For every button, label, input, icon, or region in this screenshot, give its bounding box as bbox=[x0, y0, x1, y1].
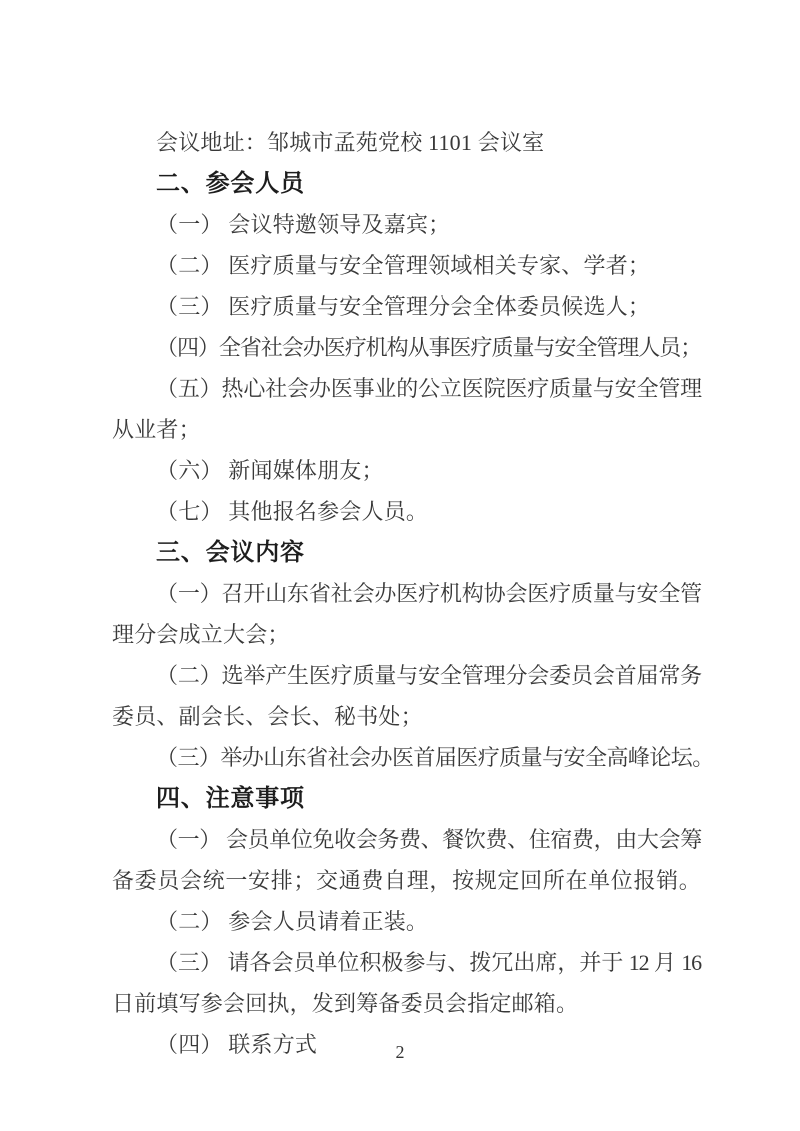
attendees-item-7: （七） 其他报名参会人员。 bbox=[156, 499, 429, 524]
attendees-item-5: （五）热心社会办医事业的公立医院医疗质量与安全管理 bbox=[156, 376, 701, 401]
attendees-item-6: （六） 新闻媒体朋友； bbox=[156, 458, 384, 483]
agenda-item-2-continuation: 委员、副会长、会长、秘书处； bbox=[112, 704, 423, 729]
section-heading-notes: 四、注意事项 bbox=[156, 785, 305, 812]
attendees-item-2: （二） 医疗质量与安全管理领域相关专家、学者； bbox=[156, 253, 651, 278]
notes-item-3: （三） 请各会员单位积极参与、拨冗出席，并于 12 月 16 bbox=[156, 950, 701, 975]
notes-item-1: （一） 会员单位免收会务费、餐饮费、住宿费，由大会筹 bbox=[156, 827, 701, 852]
agenda-item-2: （二）选举产生医疗质量与安全管理分会委员会首届常务 bbox=[156, 663, 701, 688]
notes-item-2: （二） 参会人员请着正装。 bbox=[156, 909, 429, 934]
page-number: 2 bbox=[395, 1042, 405, 1062]
agenda-item-3: （三）举办山东省社会办医首届医疗质量与安全高峰论坛。 bbox=[156, 745, 714, 770]
agenda-item-1-continuation: 理分会成立大会； bbox=[112, 622, 290, 647]
section-heading-agenda: 三、会议内容 bbox=[156, 539, 305, 566]
notes-item-1-continuation: 备委员会统一安排；交通费自理，按规定回所在单位报销。 bbox=[112, 868, 701, 893]
document-body bbox=[112, 122, 714, 1065]
section-heading-attendees: 二、参会人员 bbox=[156, 170, 305, 197]
agenda-item-1: （一）召开山东省社会办医疗机构协会医疗质量与安全管 bbox=[156, 581, 701, 606]
attendees-item-3: （三） 医疗质量与安全管理分会全体委员候选人； bbox=[156, 294, 651, 319]
notes-item-3-continuation: 日前填写参会回执，发到筹备委员会指定邮箱。 bbox=[112, 991, 579, 1016]
meeting-address-line: 会议地址：邹城市孟苑党校 1101 会议室 bbox=[156, 130, 545, 155]
attendees-item-5-continuation: 从业者； bbox=[112, 417, 201, 442]
notes-item-4-contact: （四） 联系方式 bbox=[156, 1032, 318, 1057]
attendees-item-1: （一） 会议特邀领导及嘉宾； bbox=[156, 212, 451, 237]
attendees-item-4: （四）全省社会办医疗机构从事医疗质量与安全管理人员； bbox=[156, 335, 701, 360]
